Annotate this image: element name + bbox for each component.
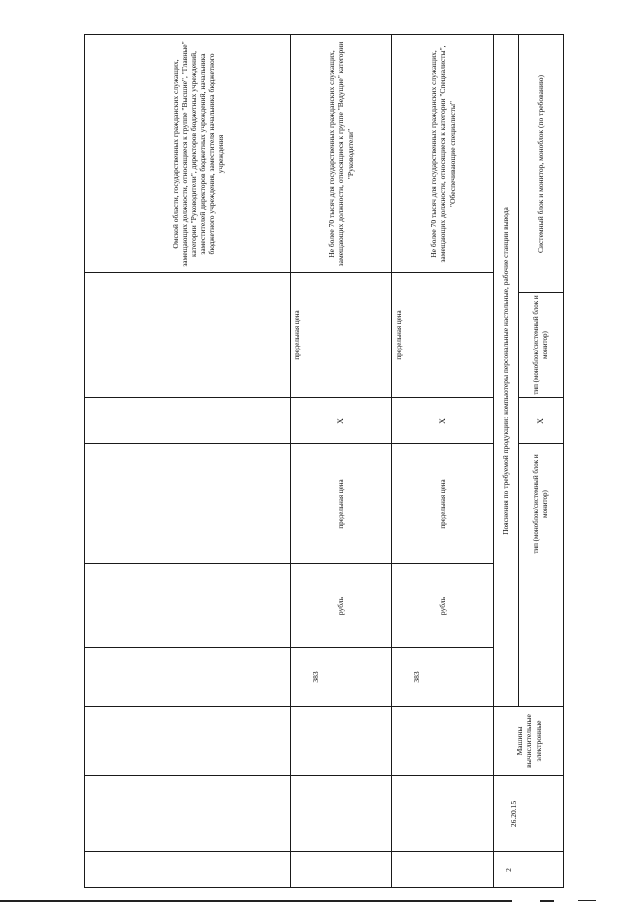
scan-edge-fragment <box>578 900 596 901</box>
cell-last-value <box>519 36 563 292</box>
last-mark-text: X <box>536 417 546 424</box>
scan-edge-fragment <box>540 900 554 902</box>
upper-desc-text: Омской области, государственных гражданских служащих, замещающих должности, относящиеся к группе "Высшие", "Главные" категории "Руководители", директоров бюджетных учреждений, заместителей директоров бюджетных учреждений, начальника бюджетного учреждения, заместителя начальника бюджетного учреждения <box>170 41 226 267</box>
cell-b-unit <box>392 564 493 647</box>
last-type1-text: тип (моноблок/системный блок и монитор) <box>532 295 549 395</box>
cell-b-limit <box>392 273 493 397</box>
cell-a-mark <box>291 398 391 443</box>
b-desc-text: Не более 70 тысяч для государственных гражданских служащих, замещающих должности, относящиеся к категории "Специалисты", "Обеспечивающие специалисты" <box>428 45 457 263</box>
cell-a-desc <box>291 36 391 272</box>
note-text: Пояснения по требуемой продукции: компьютеры персональные настольные, рабочие станции вывода <box>501 207 511 535</box>
cell-okpd <box>494 776 534 851</box>
scan-edge-line <box>0 900 512 902</box>
a-unit-text: рубль <box>336 596 346 615</box>
b-value-text: предельная цена <box>438 478 447 529</box>
cell-last-type2 <box>519 444 563 563</box>
a-desc-text: Не более 70 тысяч для государственных гражданских служащих, замещающих должности, относящиеся к группе "Ведущие" категории "Руководители" <box>327 41 355 267</box>
b-mark-text: X <box>437 417 447 424</box>
b-unit-text: рубль <box>437 596 447 615</box>
b-limit-text: предельная цена <box>394 310 403 360</box>
a-value-text: предельная цена <box>336 478 345 529</box>
cell-note <box>494 36 518 706</box>
cell-b-desc <box>392 36 493 272</box>
cell-a-limit <box>291 273 391 397</box>
cell-last-type1 <box>519 293 563 397</box>
cell-upper-desc <box>107 36 289 272</box>
cell-a-value <box>291 444 391 563</box>
cell-last-mark <box>519 398 563 443</box>
last-type2-text: тип (моноблок/системный блок и монитор) <box>532 453 549 554</box>
a-limit-text: предельная цена <box>293 310 301 360</box>
cell-b-value <box>392 444 493 563</box>
num-text: 2 <box>504 867 514 872</box>
a-mark-text: X <box>336 417 346 424</box>
okpd-text: 26.20.15 <box>509 800 519 827</box>
cell-a-unit <box>291 564 391 647</box>
cell-name <box>494 707 563 775</box>
cell-num <box>494 852 524 887</box>
name-text: Машины вычислительные электронные <box>514 714 543 768</box>
cell-a-code <box>291 648 341 706</box>
b-code-text: 383 <box>412 671 422 683</box>
cell-b-code <box>392 648 442 706</box>
cell-b-mark <box>392 398 493 443</box>
last-value-text: Системный блок и монитор, моноблок (по требованию) <box>536 74 546 254</box>
a-code-text: 383 <box>311 671 321 683</box>
